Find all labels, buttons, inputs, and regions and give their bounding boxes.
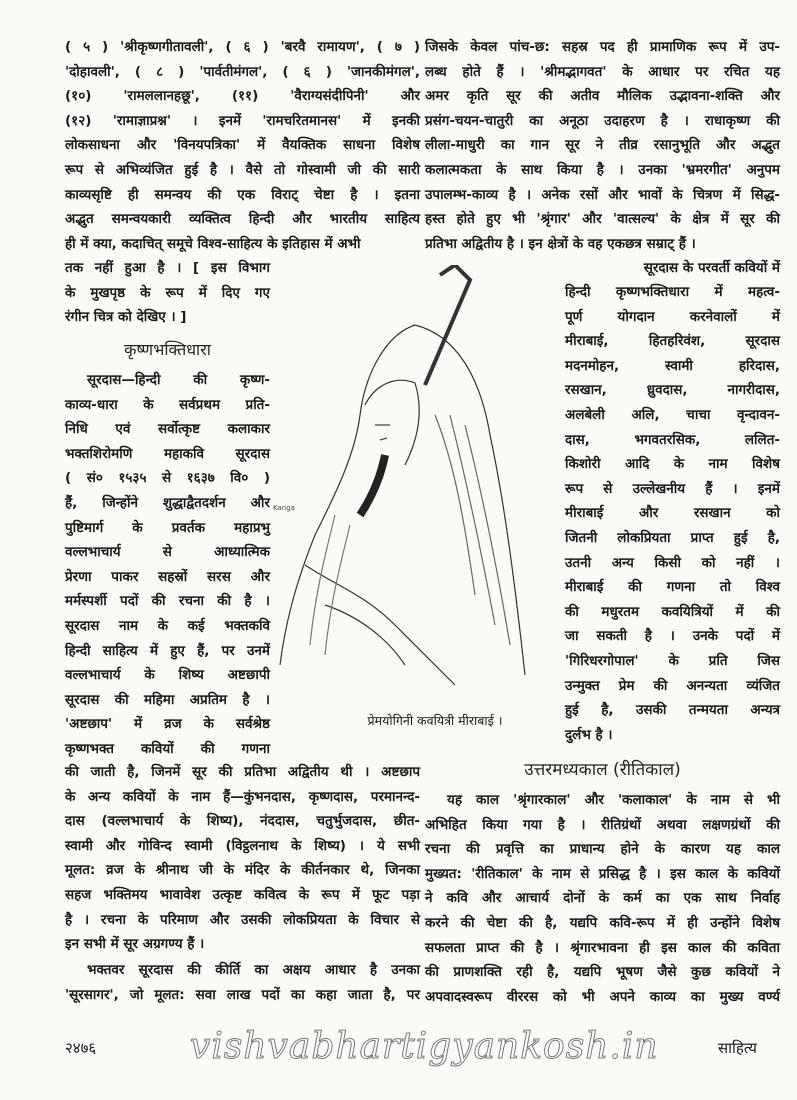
text-line: उन्मुक्त प्रेम की अनन्यता व्यंजित bbox=[565, 677, 780, 694]
left-block-b bbox=[65, 368, 270, 762]
text-line: अद्भुत समन्वयकारी व्यक्तित्व हिन्दी और भारतीय साहित्य bbox=[65, 211, 420, 228]
text-line: पुष्टिमार्ग के प्रवर्तक महाप्रभु bbox=[65, 519, 270, 536]
text-line: करने की चेष्टा की है, यद्यपि कवि-रूप में ही उन्होंने विशेष bbox=[425, 914, 780, 931]
heading-uttar-madhyakal: उत्तरमध्यकाल (रीतिकाल) bbox=[524, 760, 681, 780]
text-line: अभिहित किया गया है । रीतिग्रंथों अथवा लक्षणग्रंथों की bbox=[425, 816, 780, 833]
text-line: लब्ध होते हैं । 'श्रीमद्भागवत' के आधार पर रचित यह bbox=[425, 63, 780, 80]
text-line: यह काल 'श्रृंगारकाल' और 'कलाकाल' के नाम से भी bbox=[447, 792, 780, 808]
right-block-b bbox=[565, 280, 780, 747]
text-line: स्वामी और गोविन्द स्वामी (विट्ठलनाथ के शिष्य) । ये सभी bbox=[65, 837, 420, 854]
text-line: अमर कृति सूर की अतीव मौलिक उद्भावना-शक्ति और bbox=[425, 88, 780, 105]
text-line: ( ५ ) 'श्रीकृष्णगीतावली', ( ६ ) 'बरवै रामायण', ( ७ ) bbox=[65, 39, 420, 55]
artist-signature: Kanga bbox=[273, 504, 295, 512]
text-line: वल्लभाचार्य के शिष्य अष्टछापी bbox=[65, 667, 270, 684]
text-line: काव्य-धारा के सर्वप्रथम प्रति- bbox=[65, 396, 270, 413]
text-line: दास (वल्लभाचार्य के शिष्य), नंददास, चतुर्भुजदास, छीत- bbox=[65, 813, 420, 830]
text-line: सूरदास के परवर्ती कवियों में bbox=[643, 260, 780, 276]
text-line: कृष्णभक्त कवियों की गणना bbox=[65, 740, 270, 757]
right-para-start bbox=[565, 256, 780, 281]
text-line: रसखान, ध्रुवदास, नागरीदास, bbox=[565, 382, 780, 399]
text-line: इन सभी में सूर अग्रगण्य हैं । bbox=[65, 936, 205, 953]
text-line: हुई है, उसकी तन्मयता अन्यत्र bbox=[565, 702, 780, 719]
text-line: प्रतिभा अद्वितीय है । इन क्षेत्रों के वह एकछत्र सम्राट् हैं । bbox=[425, 235, 696, 252]
heading-krishna-bhakti: कृष्णभक्तिधारा bbox=[124, 340, 211, 359]
text-line: मीराबाई और रसखान को bbox=[565, 505, 780, 522]
text-line: लोकसाधना और 'विनयपत्रिका' में वैयक्तिक साधना विशेष bbox=[65, 137, 420, 154]
text-line: की जाती है, जिनमें सूर की प्रतिभा अद्वितीय थी । अष्टछाप bbox=[65, 764, 420, 780]
text-line: मूलत: व्रज के श्रीनाथ जी के मंदिर के कीर्तनकार थे, जिनका bbox=[65, 862, 420, 879]
text-line: भक्तशिरोमणि महाकवि सूरदास bbox=[65, 445, 270, 462]
text-line: भक्तवर सूरदास की कीर्ति का अक्षय आधार है उनका bbox=[87, 962, 420, 978]
mirabai-illustration bbox=[265, 265, 565, 705]
text-line: हिन्दी कृष्णभक्तिधारा में महत्व- bbox=[565, 284, 780, 300]
text-line: निधि एवं सर्वोत्कृष्ट कलाकार bbox=[65, 421, 270, 438]
right-block-a bbox=[425, 35, 780, 256]
text-line: रचना की प्रवृत्ति का प्राधान्य होने के कारण यह काल bbox=[425, 841, 780, 858]
text-line: अपवादस्वरूप वीररस को भी अपने काव्य का मुख्य वर्ण्य bbox=[425, 988, 780, 1005]
text-line: (१०) 'रामललानहछू', (११) 'वैराग्यसंदीपिनी' और bbox=[65, 88, 420, 105]
right-block-c bbox=[425, 788, 780, 1009]
text-line: जिसके केवल पांच-छ: सहस्र पद ही प्रामाणिक रूप में उप- bbox=[425, 39, 780, 55]
left-block-a-narrow bbox=[65, 256, 270, 330]
text-line: की मधुरतम कवयित्रियों में की bbox=[565, 603, 780, 620]
text-line: उतनी अन्य किसी को नहीं । bbox=[565, 554, 780, 571]
text-line: जितनी लोकप्रियता प्राप्त हुई है, bbox=[565, 529, 780, 546]
text-line: है । रचना के परिमाण और उसकी लोकप्रियता के विचार से bbox=[65, 911, 420, 928]
text-line: रूप से उल्लेखनीय हैं । इनमें bbox=[565, 480, 780, 497]
left-block-c bbox=[65, 760, 420, 957]
text-line: मीराबाई की गणना तो विश्व bbox=[565, 579, 780, 596]
text-line: दास, भगवतरसिक, ललित- bbox=[565, 431, 780, 448]
text-line: वल्लभाचार्य से आध्यात्मिक bbox=[65, 544, 270, 561]
text-line: 'अष्टछाप' में व्रज के सर्वश्रेष्ठ bbox=[65, 716, 270, 733]
text-line: पूर्ण योगदान करनेवालों में bbox=[565, 308, 780, 325]
text-line: 'गिरिधरगोपाल' के प्रति जिस bbox=[565, 652, 780, 669]
text-line: हिन्दी साहित्य में हुए हैं, पर उनमें bbox=[65, 642, 270, 659]
text-line: तक नहीं हुआ है । [ इस विभाग bbox=[65, 260, 270, 276]
text-line: सहज भक्तिमय भावावेश उत्कृष्ट कवित्व के रूप में फूट पड़ा bbox=[65, 886, 420, 903]
text-line: सूरदास की महिमा अप्रतिम है । bbox=[65, 691, 270, 708]
text-line: ने कवि और आचार्य दोनों के कर्म का एक साथ निर्वाह bbox=[425, 890, 780, 907]
text-line: सफलता प्राप्त की है । श्रृंगारभावना ही इस काल की कविता bbox=[425, 939, 780, 956]
text-line: कलात्मकता के साथ किया है । उनका 'भ्रमरगीत' अनुपम bbox=[425, 161, 780, 178]
text-line: (१२) 'रामाज्ञाप्रश्न' । इनमें 'रामचरितमानस' में इनकी bbox=[65, 112, 420, 129]
text-line: मर्मस्पर्शी पदों की रचना की है । bbox=[65, 593, 270, 610]
text-line: किशोरी आदि के नाम विशेष bbox=[565, 456, 780, 473]
text-line: दुर्लभ है । bbox=[565, 726, 613, 743]
text-line: जा सकती है । उनके पदों में bbox=[565, 628, 780, 645]
text-line: के अन्य कवियों के नाम हैं—कुंभनदास, कृष्णदास, परमानन्द- bbox=[65, 788, 420, 805]
figure-caption: प्रेमयोगिनी कवयित्री मीराबाई । bbox=[367, 713, 503, 728]
text-line: प्रसंग-चयन-चातुरी का अनूठा उदाहरण है । राधाकृष्ण की bbox=[425, 112, 780, 129]
text-line: रंगीन चित्र को देखिए । ] bbox=[65, 309, 187, 326]
text-line: मदनमोहन, स्वामी हरिदास, bbox=[565, 357, 780, 374]
text-line: ( सं० १५३५ से १६३७ वि० ) bbox=[65, 470, 270, 487]
text-line: सूरदास—हिन्दी की कृष्ण- bbox=[87, 372, 270, 388]
text-line: उपालम्भ-काव्य है । अनेक रसों और भावों के चित्रण में सिद्ध- bbox=[425, 186, 780, 203]
text-line: के मुखपृष्ठ के रूप में दिए गए bbox=[65, 284, 270, 301]
left-block-a bbox=[65, 35, 420, 256]
section-name: साहित्य bbox=[718, 1039, 757, 1057]
text-line: ही में क्या, कदाचित् समूचे विश्व-साहित्य के इतिहास में अभी bbox=[65, 235, 361, 252]
text-line: प्रेरणा पाकर सहस्रों सरस और bbox=[65, 568, 270, 585]
text-line: 'सूरसागर', जो मूलत: सवा लाख पदों का कहा जाता है, पर bbox=[65, 986, 420, 1003]
left-block-d bbox=[65, 958, 420, 1007]
text-line: अलबेली अलि, चाचा वृन्दावन- bbox=[565, 406, 780, 423]
text-line: लीला-माधुरी का गान सूर ने तीव्र रसानुभूति और अद्भुत bbox=[425, 137, 780, 154]
text-line: 'दोहावली', ( ८ ) 'पार्वतीमंगल', ( ६ ) 'जानकीमंगल', bbox=[65, 63, 420, 80]
text-line: सूरदास नाम के कई भक्तकवि bbox=[65, 617, 270, 634]
text-line: रूप से अभिव्यंजित हुई है । वैसे तो गोस्वामी जी की सारी bbox=[65, 161, 420, 178]
text-line: मुख्यत: 'रीतिकाल' के नाम से प्रसिद्ध है । इस काल के कवियों bbox=[425, 865, 780, 882]
watermark: vishvabhartigyankosh.in bbox=[190, 1026, 659, 1067]
text-line: हैं, जिन्होंने शुद्धाद्वैतदर्शन और bbox=[65, 494, 270, 511]
text-line: की प्राणशक्ति रही है, यद्यपि भूषण जैसे कुछ कवियों ने bbox=[425, 964, 780, 981]
text-line: हस्त होते हुए भी 'श्रृंगार' और 'वात्सल्य' के क्षेत्र में सूर की bbox=[425, 211, 780, 228]
page-number: २४७६ bbox=[65, 1039, 97, 1057]
text-line: काव्यसृष्टि ही समन्वय की एक विराट् चेष्टा है । इतना bbox=[65, 186, 420, 203]
text-line: मीराबाई, हितहरिवंश, सूरदास bbox=[565, 333, 780, 350]
